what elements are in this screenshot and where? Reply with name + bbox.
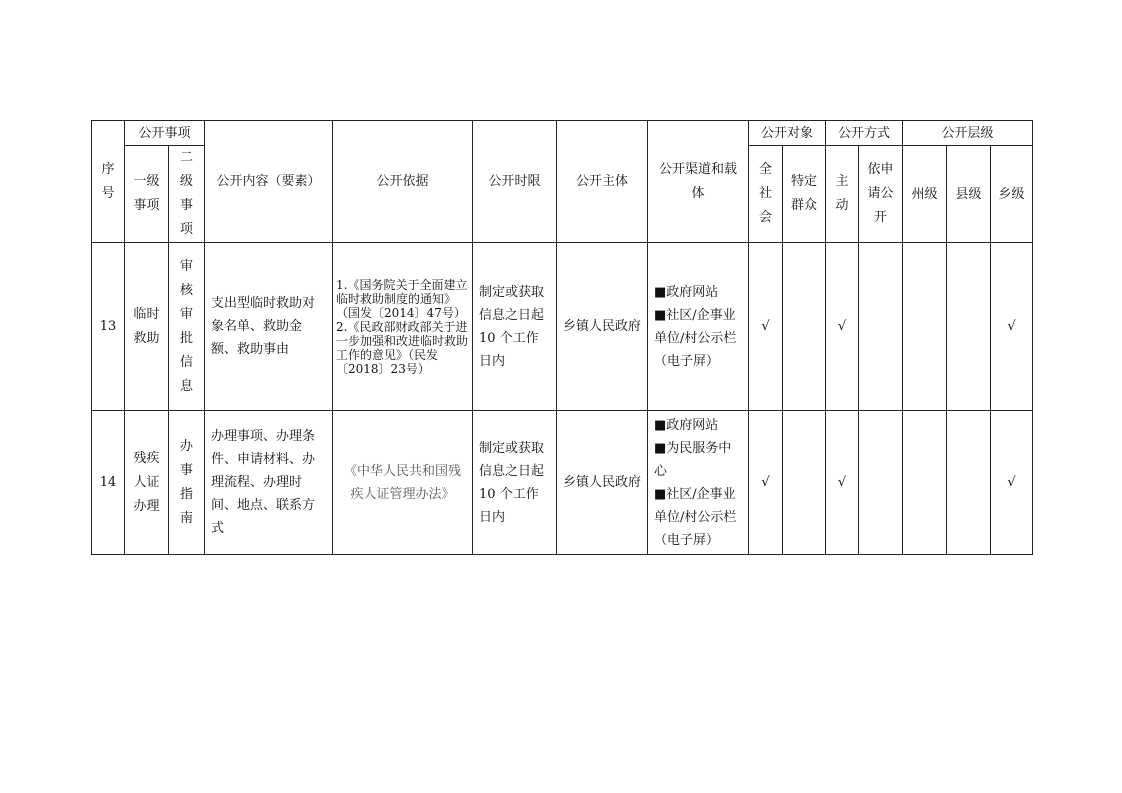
header-township: 乡级 <box>991 146 1033 243</box>
header-active: 主动 <box>826 146 859 243</box>
header-time-limit: 公开时限 <box>473 121 557 243</box>
row-channel <box>648 411 749 555</box>
table-row <box>92 411 1033 555</box>
row-by-request <box>859 243 903 411</box>
row-time-limit: 制定或获取信息之日起 10 个工作日内 <box>473 411 557 555</box>
header-specific-group: 特定群众 <box>783 146 826 243</box>
row-level1: 临时救助 <box>125 243 169 411</box>
row-specific-group <box>783 243 826 411</box>
row-whole-society: √ <box>749 243 783 411</box>
channel-item: ■社区/企事业单位/村公示栏（电子屏） <box>654 486 737 548</box>
row-seq: 13 <box>92 243 125 411</box>
row-level1: 残疾人证办理 <box>125 411 169 555</box>
header-seq: 序号 <box>92 121 125 243</box>
row-prefecture <box>903 243 947 411</box>
row-level2: 审核审批信息 <box>169 243 205 411</box>
row-channel <box>648 243 749 411</box>
channel-item: ■政府网站 <box>654 417 719 433</box>
row-content: 支出型临时救助对象名单、救助金额、救助事由 <box>205 243 333 411</box>
row-basis <box>333 411 473 555</box>
header-prefecture: 州级 <box>903 146 947 243</box>
header-group-method: 公开方式 <box>826 121 903 146</box>
disclosure-table <box>91 120 1033 555</box>
header-subject: 公开主体 <box>557 121 648 243</box>
row-active: √ <box>826 243 859 411</box>
row-specific-group <box>783 411 826 555</box>
basis-line: 1.《国务院关于全面建立临时救助制度的通知》（国发〔2014〕47号） <box>336 277 468 320</box>
row-subject: 乡镇人民政府 <box>557 243 648 411</box>
row-content: 办理事项、办理条件、申请材料、办理流程、办理时间、地点、联系方式 <box>205 411 333 555</box>
row-by-request <box>859 411 903 555</box>
channel-item: ■社区/企事业单位/村公示栏（电子屏） <box>654 307 737 369</box>
row-seq: 14 <box>92 411 125 555</box>
header-by-request: 依申请公开 <box>859 146 903 243</box>
row-county <box>947 243 991 411</box>
basis-line: 《中华人民共和国残疾人证管理办法》 <box>344 463 462 502</box>
row-basis <box>333 243 473 411</box>
row-township: √ <box>991 411 1033 555</box>
row-time-limit: 制定或获取信息之日起 10 个工作日内 <box>473 243 557 411</box>
header-basis: 公开依据 <box>333 121 473 243</box>
header-county: 县级 <box>947 146 991 243</box>
channel-item: ■为民服务中心 <box>654 440 732 479</box>
header-group-item: 公开事项 <box>125 121 205 146</box>
row-whole-society: √ <box>749 411 783 555</box>
row-subject: 乡镇人民政府 <box>557 411 648 555</box>
row-county <box>947 411 991 555</box>
header-whole-society: 全社会 <box>749 146 783 243</box>
header-group-object: 公开对象 <box>749 121 826 146</box>
row-prefecture <box>903 411 947 555</box>
table-row <box>92 243 1033 411</box>
header-group-level: 公开层级 <box>903 121 1033 146</box>
row-township: √ <box>991 243 1033 411</box>
header-channel: 公开渠道和载体 <box>648 121 749 243</box>
channel-item: ■政府网站 <box>654 284 719 300</box>
row-level2: 办事指南 <box>169 411 205 555</box>
basis-line: 2.《民政部财政部关于进一步加强和改进临时救助工作的意见》（民发〔2018〕23号） <box>336 319 469 376</box>
row-active: √ <box>826 411 859 555</box>
header-content: 公开内容（要素） <box>205 121 333 243</box>
header-level2: 二级事项 <box>169 146 205 243</box>
header-level1: 一级事项 <box>125 146 169 243</box>
